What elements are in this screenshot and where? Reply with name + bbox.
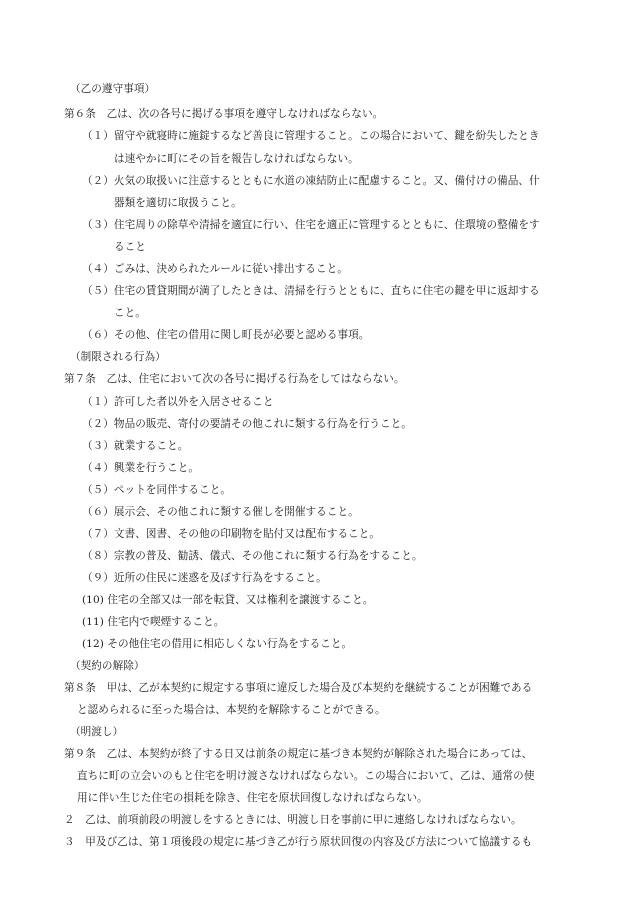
article-9-text: 用に伴い生じた住宅の損耗を除き、住宅を原状回復しなければならない。 (77, 792, 428, 804)
item-line: （３）就業すること。 (82, 440, 189, 452)
item-line: (12) その他住宅の借用に相応しくない行為をすること。 (82, 638, 353, 650)
item-line: （８）宗教の普及、勧誘、儀式、その他これに類する行為をすること。 (82, 550, 423, 562)
item-line: （２）物品の販売、寄付の要請その他これに類する行為を行うこと。 (82, 418, 412, 430)
item-line: （４）ごみは、決められたルールに従い排出すること。 (82, 263, 348, 275)
article-9-text: 第９条 乙は、本契約が終了する日又は前条の規定に基づき本契約が解除された場合にあっては、 (64, 748, 533, 760)
item-line: （２）火気の取扱いに注意するとともに水道の凍結防止に配慮すること。又、備付けの備品、什 (82, 175, 540, 187)
item-line: (11) 住宅内で喫煙すること。 (82, 616, 225, 628)
item-line: ること (114, 241, 146, 253)
article-7-text: 第７条 乙は、住宅において次の各号に掲げる行為をしてはならない。 (64, 373, 405, 385)
item-line: （５）ペットを同伴すること。 (82, 484, 232, 496)
item-line: こと。 (114, 307, 146, 319)
paragraph-2-text: ２ 乙は、前項前段の明渡しをするときには、明渡し日を事前に甲に連絡しなければならない。 (64, 814, 522, 826)
item-line: （５）住宅の賃貸期間が満了したときは、清掃を行うとともに、直ちに住宅の鍵を甲に返却する (82, 285, 540, 297)
section-heading: （乙の遵守事項） (70, 83, 156, 95)
item-line: は速やかに町にその旨を報告しなければならない。 (114, 153, 359, 165)
article-8-text: と認められるに至った場合は、本契約を解除することができる。 (77, 704, 386, 716)
item-line: （１）留守や就寝時に施錠するなど善良に管理すること。この場合において、鍵を紛失したとき (82, 130, 540, 142)
item-line: （６）展示会、その他これに類する催しを開催すること。 (82, 506, 359, 518)
section-heading: （制限される行為） (70, 351, 166, 363)
section-heading: （明渡し） (70, 726, 124, 738)
article-6-text: 第６条 乙は、次の各号に掲げる事項を遵守しなければならない。 (64, 108, 384, 120)
item-line: （３）住宅周りの除草や清掃を適宜に行い、住宅を適正に管理するとともに、住環境の整備をす (82, 219, 540, 231)
item-line: （４）興業を行うこと。 (82, 462, 200, 474)
section-heading: （契約の解除） (70, 660, 145, 672)
item-line: （７）文書、図書、その他の印刷物を貼付又は配布すること。 (82, 528, 381, 540)
item-line: （６）その他、住宅の借用に関し町長が必要と認める事項。 (82, 329, 370, 341)
item-line: 器類を適切に取扱うこと。 (114, 197, 242, 209)
article-8-text: 第８条 甲は、乙が本契約に規定する事項に違反した場合及び本契約を継続することが困難である (64, 682, 533, 694)
paragraph-3-text: ３ 甲及び乙は、第１項後段の規定に基づき乙が行う原状回復の内容及び方法について協議するも (64, 836, 533, 848)
article-9-text: 直ちに町の立会いのもと住宅を明け渡さなければならない。この場合において、乙は、通常の使 (77, 770, 535, 782)
item-line: (10) 住宅の全部又は一部を転貸、又は権利を譲渡すること。 (82, 594, 374, 606)
item-line: （９）近所の住民に迷惑を及ぼす行為をすること。 (82, 572, 327, 584)
item-line: （１）許可した者以外を入居させること (82, 396, 274, 408)
